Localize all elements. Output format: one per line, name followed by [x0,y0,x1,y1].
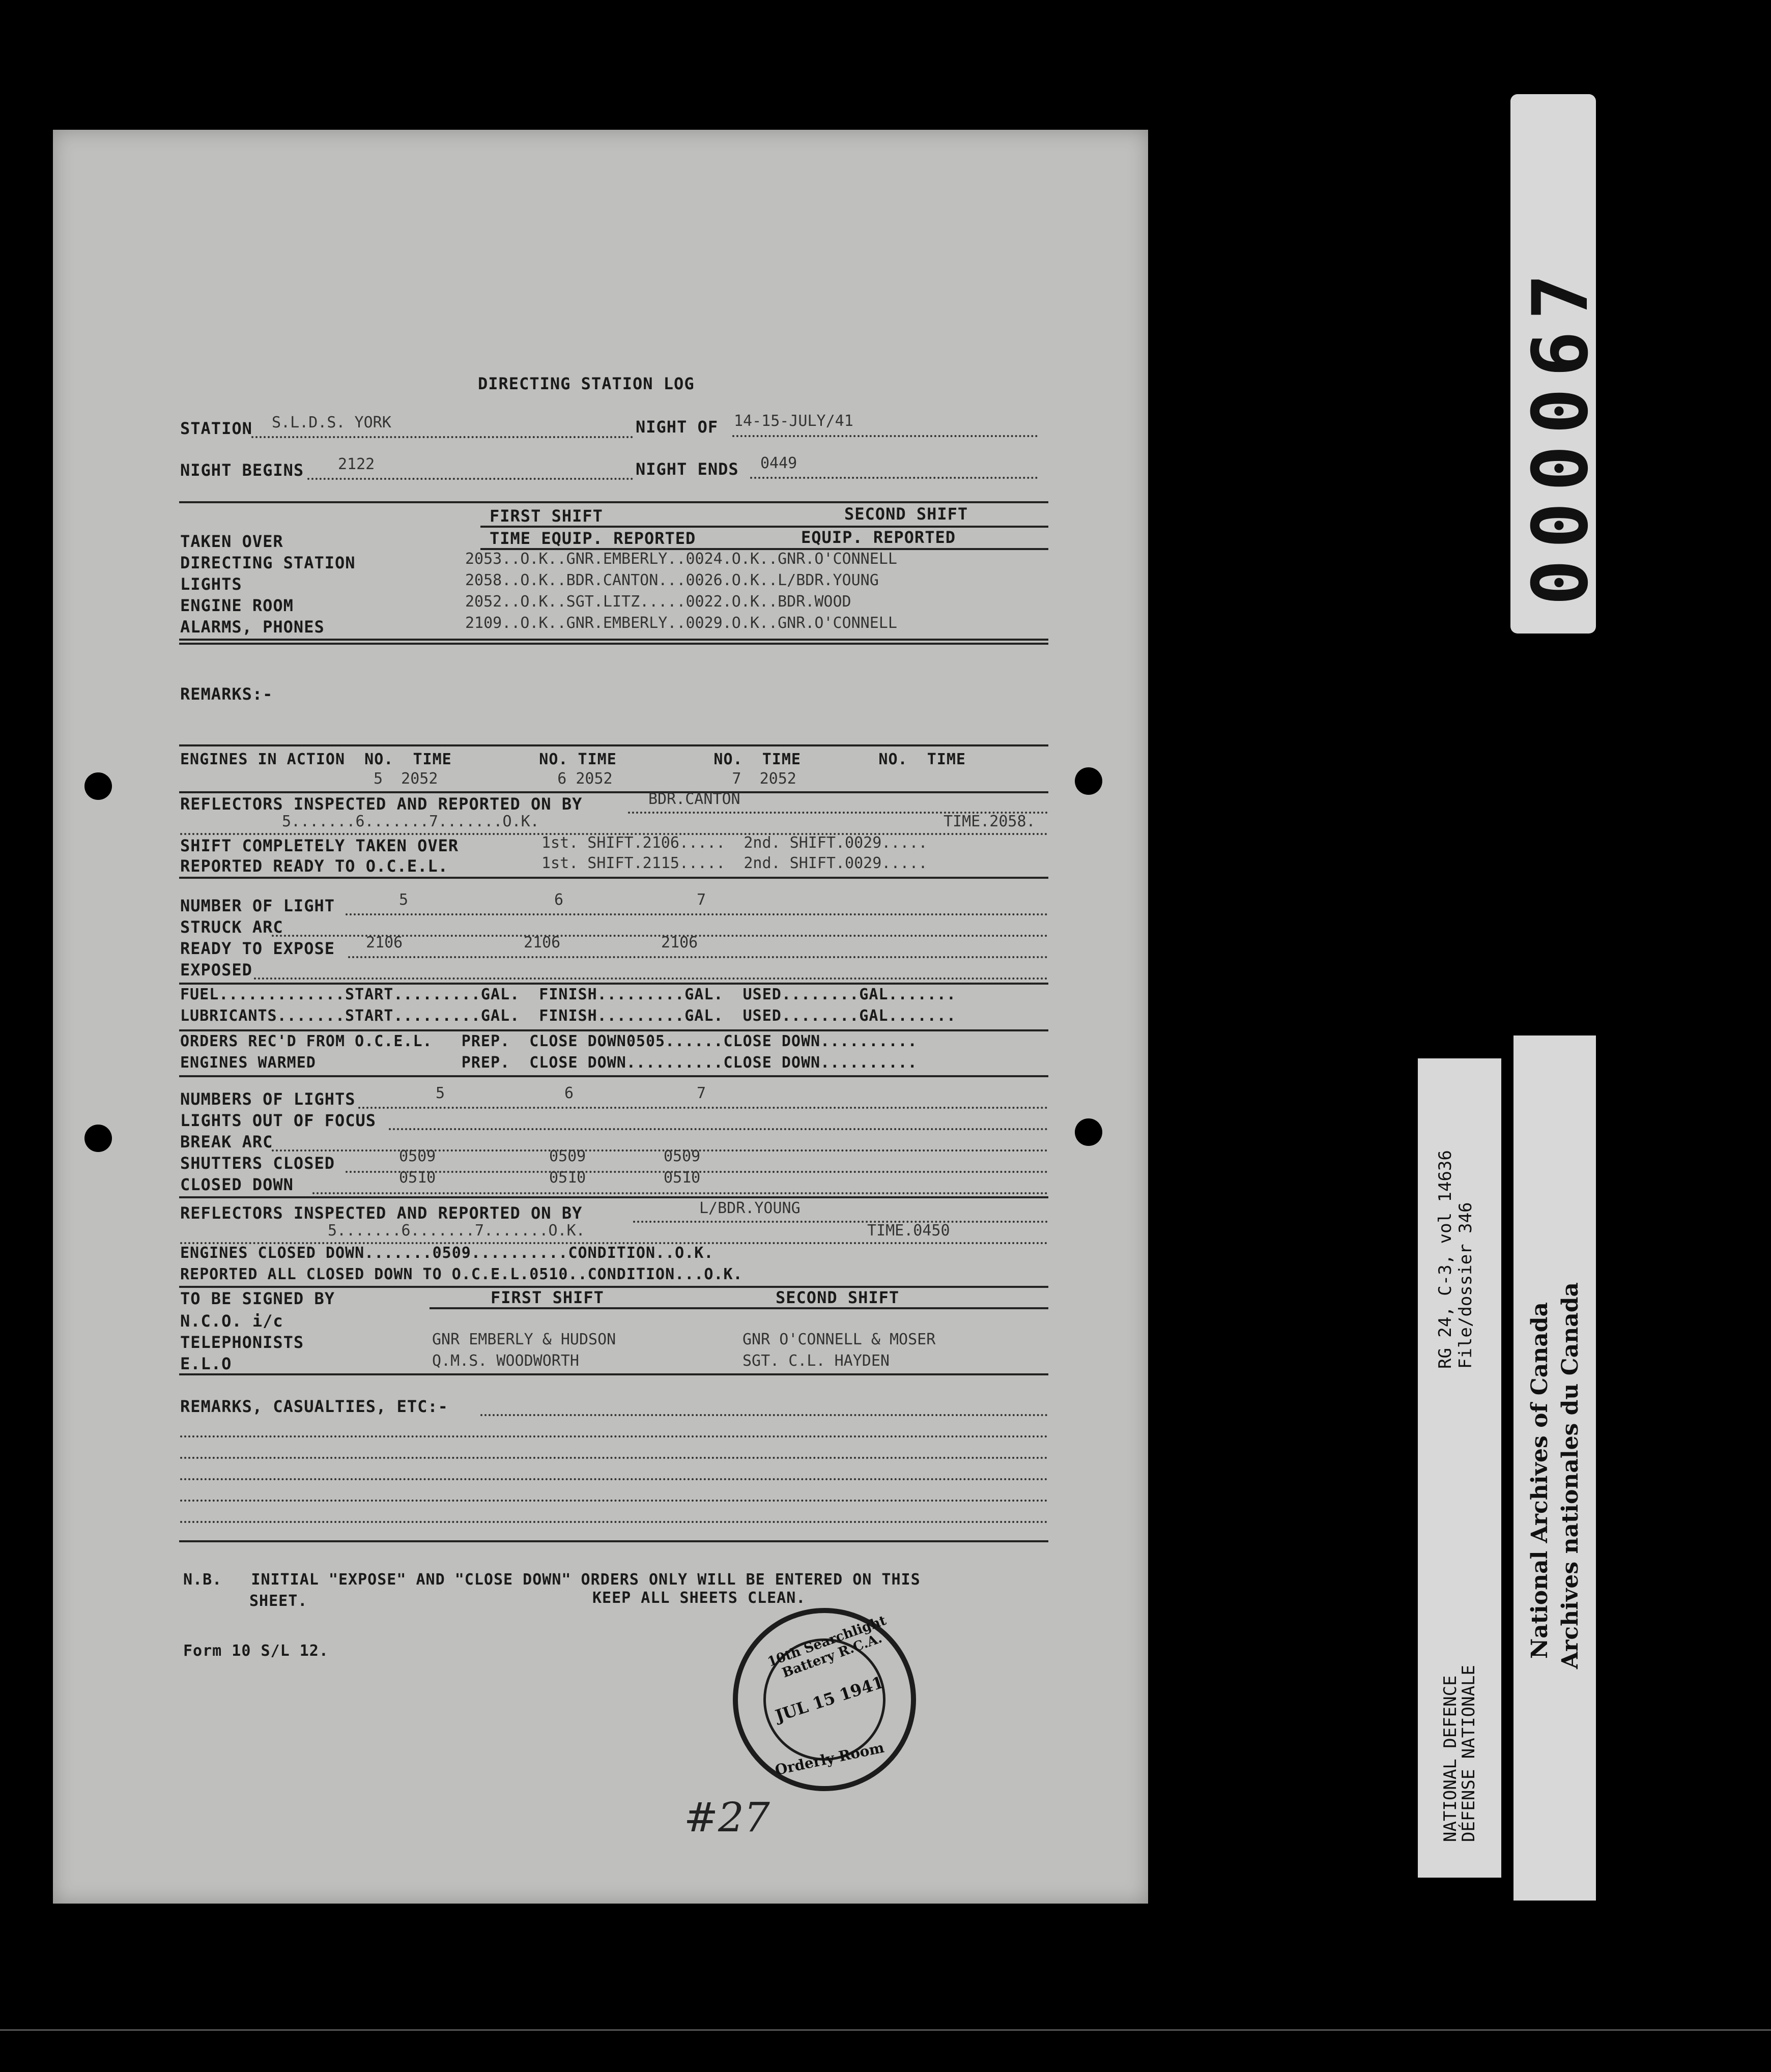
light-number: 7 [697,891,706,909]
stamp-top-text: 10th Searchlight Battery R.C.A. [765,1613,889,1681]
fuel-line: FUEL.............START.........GAL. FINISH.........GAL. USED........GAL....... [180,986,956,1003]
light-number: 5 [399,891,409,909]
night-begins-field [307,478,633,480]
second-shift-sign-header: SECOND SHIFT [776,1288,900,1307]
reflectors-detail: 5.......6.......7.......O.K. [282,813,539,830]
remarks-casualties-label: REMARKS, CASUALTIES, ETC:- [180,1397,448,1416]
station-label: STATION [180,419,252,438]
takeover-row-label: DIRECTING STATION [180,553,356,572]
takeover-row-entry: 2053..O.K..GNR.EMBERLY..0024.O.K..GNR.O'CONNELL [465,550,897,568]
shutter-time: 0509 [549,1147,586,1165]
reflectors-time: TIME.2058. [944,813,1036,830]
archive-department-fr: DÉFENSE NATIONALE [1459,1665,1479,1842]
numbers-of-lights-label: NUMBERS OF LIGHTS [180,1089,356,1109]
shutters-closed-label: SHUTTERS CLOSED [180,1154,335,1173]
stamp-date: JUL 15 1941 [773,1672,887,1726]
elo-label: E.L.O [180,1354,232,1373]
nco-ic-label: N.C.O. i/c [180,1311,283,1331]
punch-hole [1075,767,1102,795]
reflectors-field-2 [633,1221,1048,1223]
second-shift-header: SECOND SHIFT [844,504,968,524]
remarks-line [180,1500,1048,1502]
takeover-row-label: ALARMS, PHONES [180,617,325,637]
night-ends-label: NIGHT ENDS [636,459,739,479]
numbers-of-lights-field [358,1107,1048,1109]
remarks-line [180,1457,1048,1459]
struck-arc-label: STRUCK ARC [180,917,283,937]
orders-line: ORDERS REC'D FROM O.C.E.L. PREP. CLOSE DOWN0505......CLOSE DOWN.......... [180,1032,918,1050]
lights-out-of-focus-field [389,1128,1048,1130]
light-number: 6 [564,1084,574,1102]
break-arc-field [272,1149,1048,1152]
engines-values: 5 2052 6 2052 7 2052 [374,770,796,788]
table-rule [179,791,1048,793]
ready-time: 2106 [366,934,403,952]
reflectors-by: BDR.CANTON [648,790,740,808]
archive-name-fr: Archives nationales du Canada [1557,1282,1583,1669]
archive-name-strip [1513,1035,1596,1901]
ready-time: 2106 [524,934,561,952]
night-begins-value: 2122 [338,455,375,473]
closed-time: 0510 [664,1169,701,1187]
archive-reference: RG 24, C-3, vol 14636 [1435,1150,1455,1369]
taken-over-label: TAKEN OVER [180,532,283,551]
punch-hole [1075,1118,1102,1146]
stamp-bottom-text: Orderly Room [773,1739,886,1779]
table-rule [179,983,1048,985]
takeover-row-entry: 2058..O.K..BDR.CANTON...0026.O.K..L/BDR.YOUNG [465,571,879,589]
table-rule [179,1029,1048,1031]
takeover-row-label: ENGINE ROOM [180,596,294,615]
table-rule [179,1196,1048,1198]
reflectors-line: REFLECTORS INSPECTED AND REPORTED ON BY [180,794,583,814]
shift-taken-over-label: SHIFT COMPLETELY TAKEN OVER [180,836,459,855]
elo-first: Q.M.S. WOODWORTH [432,1352,579,1370]
document-title: DIRECTING STATION LOG [478,374,695,393]
to-be-signed-label: TO BE SIGNED BY [180,1289,335,1308]
table-rule [179,1540,1048,1542]
table-rule [179,877,1048,879]
nb-line-1: N.B. INITIAL "EXPOSE" AND "CLOSE DOWN" ORDERS ONLY WILL BE ENTERED ON THIS [183,1571,921,1589]
table-rule [430,1307,1048,1309]
handwritten-number: #27 [684,1794,770,1841]
remarks-line [480,1414,1048,1416]
table-rule [179,501,1048,503]
reported-ready-values: 1st. SHIFT.2115..... 2nd. SHIFT.0029..... [541,854,928,872]
log-sheet [53,130,1148,1904]
night-of-label: NIGHT OF [636,417,719,437]
archive-department-en: NATIONAL DEFENCE [1440,1675,1461,1842]
punch-hole [84,772,112,800]
number-of-light-field [346,913,1048,915]
scan-edge-line [0,2029,1771,2031]
table-rule [179,643,1048,645]
remarks-line [180,1435,1048,1437]
light-number: 7 [697,1084,706,1102]
archive-dossier: File/dossier 346 [1455,1202,1476,1369]
nb-line-2: SHEET. [249,1592,308,1610]
reflectors-detail-2: 5.......6.......7.......O.K. [328,1222,585,1240]
exposed-field [254,977,1048,980]
station-value: S.L.D.S. YORK [272,414,391,431]
lights-out-of-focus-label: LIGHTS OUT OF FOCUS [180,1111,377,1130]
equip-reported-2: EQUIP. REPORTED [801,528,956,547]
exposed-label: EXPOSED [180,960,252,980]
table-rule [179,744,1048,746]
first-shift-header: FIRST SHIFT [490,506,603,526]
reflectors-time-2: TIME.0450 [867,1222,950,1240]
remarks-label: REMARKS:- [180,684,273,704]
night-of-field [732,435,1038,437]
engines-warmed-line: ENGINES WARMED PREP. CLOSE DOWN..........CLOSE DOWN.......... [180,1054,918,1072]
night-ends-value: 0449 [760,454,797,472]
table-rule [179,639,1048,641]
telephonists-label: TELEPHONISTS [180,1333,304,1352]
reported-ready-label: REPORTED READY TO O.C.E.L. [180,856,448,876]
reported-all-closed-line: REPORTED ALL CLOSED DOWN TO O.C.E.L.0510..CONDITION...O.K. [180,1265,743,1283]
night-ends-field [750,477,1038,479]
takeover-row-entry: 2052..O.K..SGT.LITZ.....0022.O.K..BDR.WOOD [465,593,851,611]
archive-name-en: National Archives of Canada [1527,1302,1553,1659]
engines-closed-line: ENGINES CLOSED DOWN.......0509..........CONDITION..O.K. [180,1244,714,1262]
elo-second: SGT. C.L. HAYDEN [742,1352,890,1370]
takeover-row-entry: 2109..O.K..GNR.EMBERLY..0029.O.K..GNR.O'CONNELL [465,614,897,632]
ready-to-expose-field [348,956,1048,958]
telephonists-first: GNR EMBERLY & HUDSON [432,1331,616,1348]
table-rule [179,1286,1048,1288]
engines-header: ENGINES IN ACTION NO. TIME NO. TIME NO. TIME NO. TIME [180,751,966,768]
closed-down-field [312,1192,1048,1194]
remarks-line [180,1478,1048,1480]
form-number: Form 10 S/L 12. [183,1642,329,1660]
punch-hole [84,1125,112,1152]
night-of-value: 14-15-JULY/41 [734,412,853,430]
telephonists-second: GNR O'CONNELL & MOSER [742,1331,936,1348]
table-rule [480,526,1048,528]
ready-to-expose-label: READY TO EXPOSE [180,939,335,958]
light-number: 5 [436,1084,445,1102]
orderly-room-stamp [733,1608,916,1791]
time-equip-reported-1: TIME EQUIP. REPORTED [490,529,696,548]
lubricants-line: LUBRICANTS.......START.........GAL. FINISH.........GAL. USED........GAL....... [180,1007,956,1025]
table-rule [179,1075,1048,1077]
frame-number: 000067 [1517,263,1605,606]
table-rule [179,1373,1048,1375]
reflectors-line-2: REFLECTORS INSPECTED AND REPORTED ON BY [180,1203,583,1223]
number-of-light-label: NUMBER OF LIGHT [180,896,335,915]
closed-down-label: CLOSED DOWN [180,1175,294,1194]
closed-time: 0510 [549,1169,586,1187]
station-field [251,436,633,438]
shutter-time: 0509 [399,1147,436,1165]
takeover-row-label: LIGHTS [180,574,242,594]
break-arc-label: BREAK ARC [180,1132,273,1152]
shutter-time: 0509 [664,1147,701,1165]
shift-taken-over-values: 1st. SHIFT.2106..... 2nd. SHIFT.0029..... [541,834,928,852]
nb-line-2b: KEEP ALL SHEETS CLEAN. [592,1589,806,1607]
first-shift-sign-header: FIRST SHIFT [491,1288,604,1307]
night-begins-label: NIGHT BEGINS [180,461,304,480]
remarks-line [180,1521,1048,1523]
ready-time: 2106 [661,934,698,952]
closed-time: 0510 [399,1169,436,1187]
reflectors-by-2: L/BDR.YOUNG [699,1199,801,1217]
light-number: 6 [554,891,564,909]
